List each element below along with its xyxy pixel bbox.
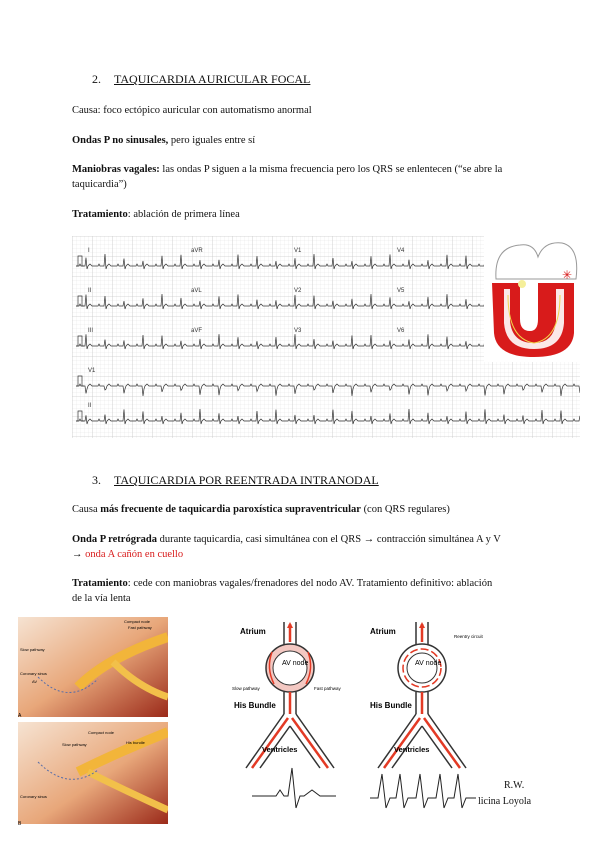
causa-bold: más frecuente de taquicardia paroxística supraventricular [100, 504, 361, 515]
section-2-tratamiento [72, 207, 240, 222]
av-diagram-reentry [366, 618, 486, 818]
section-2-causa: Causa: foco ectópico auricular con automatismo anormal [72, 105, 312, 116]
right-atrium-label: Atrium [370, 627, 396, 636]
ecg-lead-label: II [88, 288, 92, 294]
section-3-number: 3. [92, 473, 101, 487]
left-atrium-label: Atrium [240, 627, 266, 636]
tratamiento-3-text-2: de la vía lenta [72, 593, 131, 604]
ecg-lead-label: V4 [397, 248, 405, 254]
right-ventricles-label: Ventricles [394, 745, 430, 754]
right-av-node-label: AV node [415, 660, 442, 667]
ecg-lead-label: V3 [294, 328, 302, 334]
anat-top-label-1: Fast pathway [128, 625, 152, 630]
ecg-lead-label: V5 [397, 288, 405, 294]
right-ecg-tachy [370, 774, 476, 808]
ectopic-star-icon: ✳ [562, 268, 573, 282]
section-3-heading [92, 473, 379, 488]
anat-bottom-marker: B [18, 821, 22, 826]
heart-schematic [484, 239, 582, 361]
causa-prefix: Causa [72, 504, 101, 515]
attribution-line-2: licina Loyola [478, 796, 532, 807]
tratamiento-3-text-1: : cede con maniobras vagales/frenadores del nodo AV. Tratamiento definitivo: ablación [127, 578, 493, 589]
av-diagram-normal [232, 618, 352, 818]
anat-bottom-label-1: His bundle [126, 740, 145, 745]
left-av-node-label: AV node [282, 660, 309, 667]
anat-bottom-label-0: Compact node [88, 730, 115, 735]
anat-top-label-4: AV [32, 679, 38, 684]
tratamiento-2-text: : ablación de primera línea [127, 209, 240, 220]
reentry-label: Reentry circuit [454, 634, 483, 639]
ecg-lead-label: V1 [88, 368, 96, 374]
ondas-label: Ondas P no sinusales, [72, 135, 169, 146]
anatomy-bottom [18, 722, 168, 826]
maniobras-label: Maniobras vagales: [72, 164, 160, 175]
anat-bottom-label-2: Slow pathway [62, 742, 87, 747]
ecg-lead-label: aVL [191, 288, 202, 294]
section-3-onda [72, 532, 552, 562]
onda-text: durante taquicardia, casi simultánea con el QRS → contracción simultánea A y V [156, 534, 501, 545]
tratamiento-2-label: Tratamiento [72, 209, 128, 220]
ecg-lead-label: II [88, 403, 92, 409]
ondas-text: pero iguales entre sí [168, 135, 256, 146]
ecg-lead-label: V6 [397, 328, 405, 334]
attribution-line-1: R.W. [504, 780, 525, 791]
ecg-lead-label: aVR [191, 248, 203, 254]
section-2-heading [92, 72, 310, 87]
anat-top-label-0: Compact node [124, 619, 151, 624]
maniobras-text-2: taquicardia”) [72, 179, 127, 190]
section-2-number: 2. [92, 72, 101, 86]
fast-pathway-label: Fast pathway [314, 686, 341, 691]
section-2-title: TAQUICARDIA AURICULAR FOCAL [114, 72, 311, 86]
anat-top-label-3: Coronary sinus [20, 671, 47, 676]
onda-arrow: → [72, 549, 86, 560]
slow-pathway-label: Slow pathway [232, 686, 260, 691]
tratamiento-3-label: Tratamiento [72, 578, 128, 589]
section-3-causa [72, 502, 450, 517]
onda-label: Onda P retrógrada [72, 534, 157, 545]
ecg-lead-label: I [88, 248, 90, 254]
anat-top-marker: A [18, 713, 22, 719]
anat-bottom-label-3: Coronary sinus [20, 794, 47, 799]
ecg-lead-label: V1 [294, 248, 302, 254]
causa-suffix: (con QRS regulares) [360, 504, 450, 515]
left-his-label: His Bundle [234, 701, 276, 710]
onda-red-text: onda A cañón en cuello [85, 549, 184, 560]
ecg-lead-label: aVF [191, 328, 203, 334]
anat-top-label-2: Slow pathway [20, 647, 45, 652]
section-2-ondas [72, 133, 255, 148]
section-3-title: TAQUICARDIA POR REENTRADA INTRANODAL [114, 473, 379, 487]
anatomy-top [18, 617, 168, 719]
ecg-lead-label: III [88, 328, 94, 334]
ecg-lead-label: V2 [294, 288, 302, 294]
right-his-label: His Bundle [370, 701, 412, 710]
ectopic-focus [518, 280, 526, 288]
left-ventricles-label: Ventricles [262, 745, 298, 754]
left-ecg-complex [252, 768, 336, 808]
section-3-tratamiento [72, 576, 552, 606]
section-2-maniobras [72, 162, 542, 192]
maniobras-text-1: las ondas P siguen a la misma frecuencia pero los QRS se enlentecen (“se abre la [159, 164, 503, 175]
